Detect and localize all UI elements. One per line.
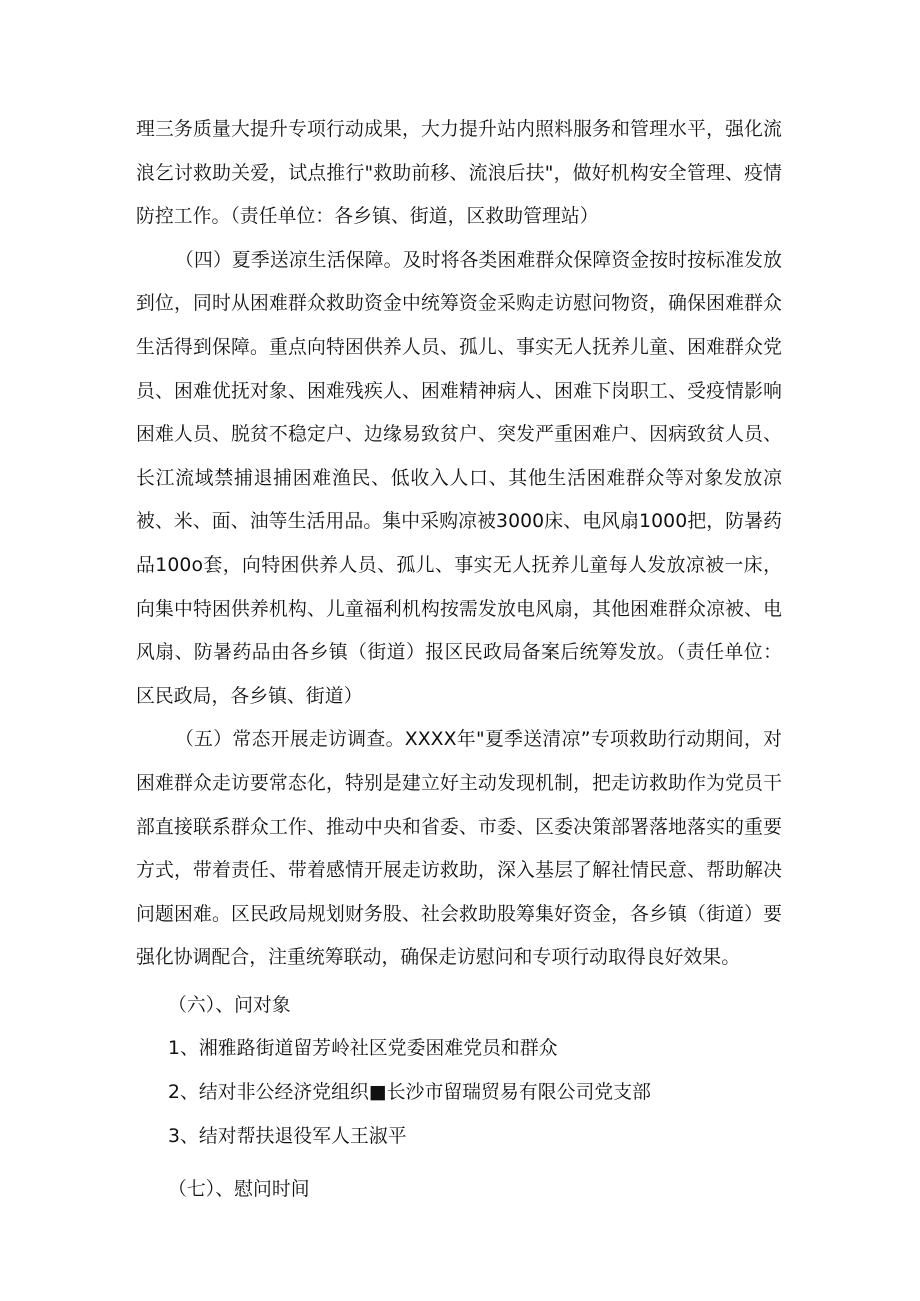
section-six-heading: （六）、问对象 xyxy=(168,994,291,1016)
list-item: 3、结对帮扶退役军人王淑平 xyxy=(168,1125,407,1147)
list-item: 1、湘雅路街道留芳岭社区党委困难党员和群众 xyxy=(168,1038,558,1060)
section-seven-heading: （七）、慰问时间 xyxy=(168,1179,310,1201)
body-paragraph-section-five: （五）常态开展走访调查。XXXX年"夏季送清凉”专项救助行动期间，对困难群众走访要常态化，特别是建立好主动发现机制，把走访救助作为党员干部直接联系群众工作、推动中央和省委、市委、区委决策部署落地落实的重要方式，带着责任、带着感情开展走访救助，深入基层了解社情民意、帮助解决问题困难。区民政局规划财务股、社会救助股筹集好资金，各乡镇（街道）要强化协调配合，注重统筹联动，确保走访慰问和专项行动取得良好效果。 xyxy=(136,729,782,969)
body-paragraph-continuation: 理三务质量大提升专项行动成果，大力提升站内照料服务和管理水平，强化流浪乞讨救助关爱，试点推行"救助前移、流浪后扶"，做好机构安全管理、疫情防控工作。（责任单位：各乡镇、街道，区救助管理站） xyxy=(136,119,782,228)
document-body xyxy=(136,108,782,1212)
list-item: 2、结对非公经济党组织■长沙市留瑞贸易有限公司党支部 xyxy=(168,1082,652,1104)
body-paragraph-section-four: （四）夏季送凉生活保障。及时将各类困难群众保障资金按时按标准发放到位，同时从困难群众救助资金中统筹资金采购走访慰问物资，确保困难群众生活得到保障。重点向特困供养人员、孤儿、事实无人抚养儿童、困难群众党员、困难优抚对象、困难残疾人、困难精神病人、困难下岗职工、受疫情影响困难人员、脱贫不稳定户、边缘易致贫户、突发严重困难户、因病致贫人员、长江流域禁捕退捕困难渔民、低收入人口、其他生活困难群众等对象发放凉被、米、面、油等生活用品。集中采购凉被3000床、电风扇1000把，防暑药品100o套，向特困供养人员、孤儿、事实无人抚养儿童每人发放凉被一床，向集中特困供养机构、儿童福利机构按需发放电风扇，其他困难群众凉被、电风扇、防暑药品由各乡镇（街道）报区民政局备案后统筹发放。（责任单位：区民政局，各乡镇、街道） xyxy=(136,249,782,707)
